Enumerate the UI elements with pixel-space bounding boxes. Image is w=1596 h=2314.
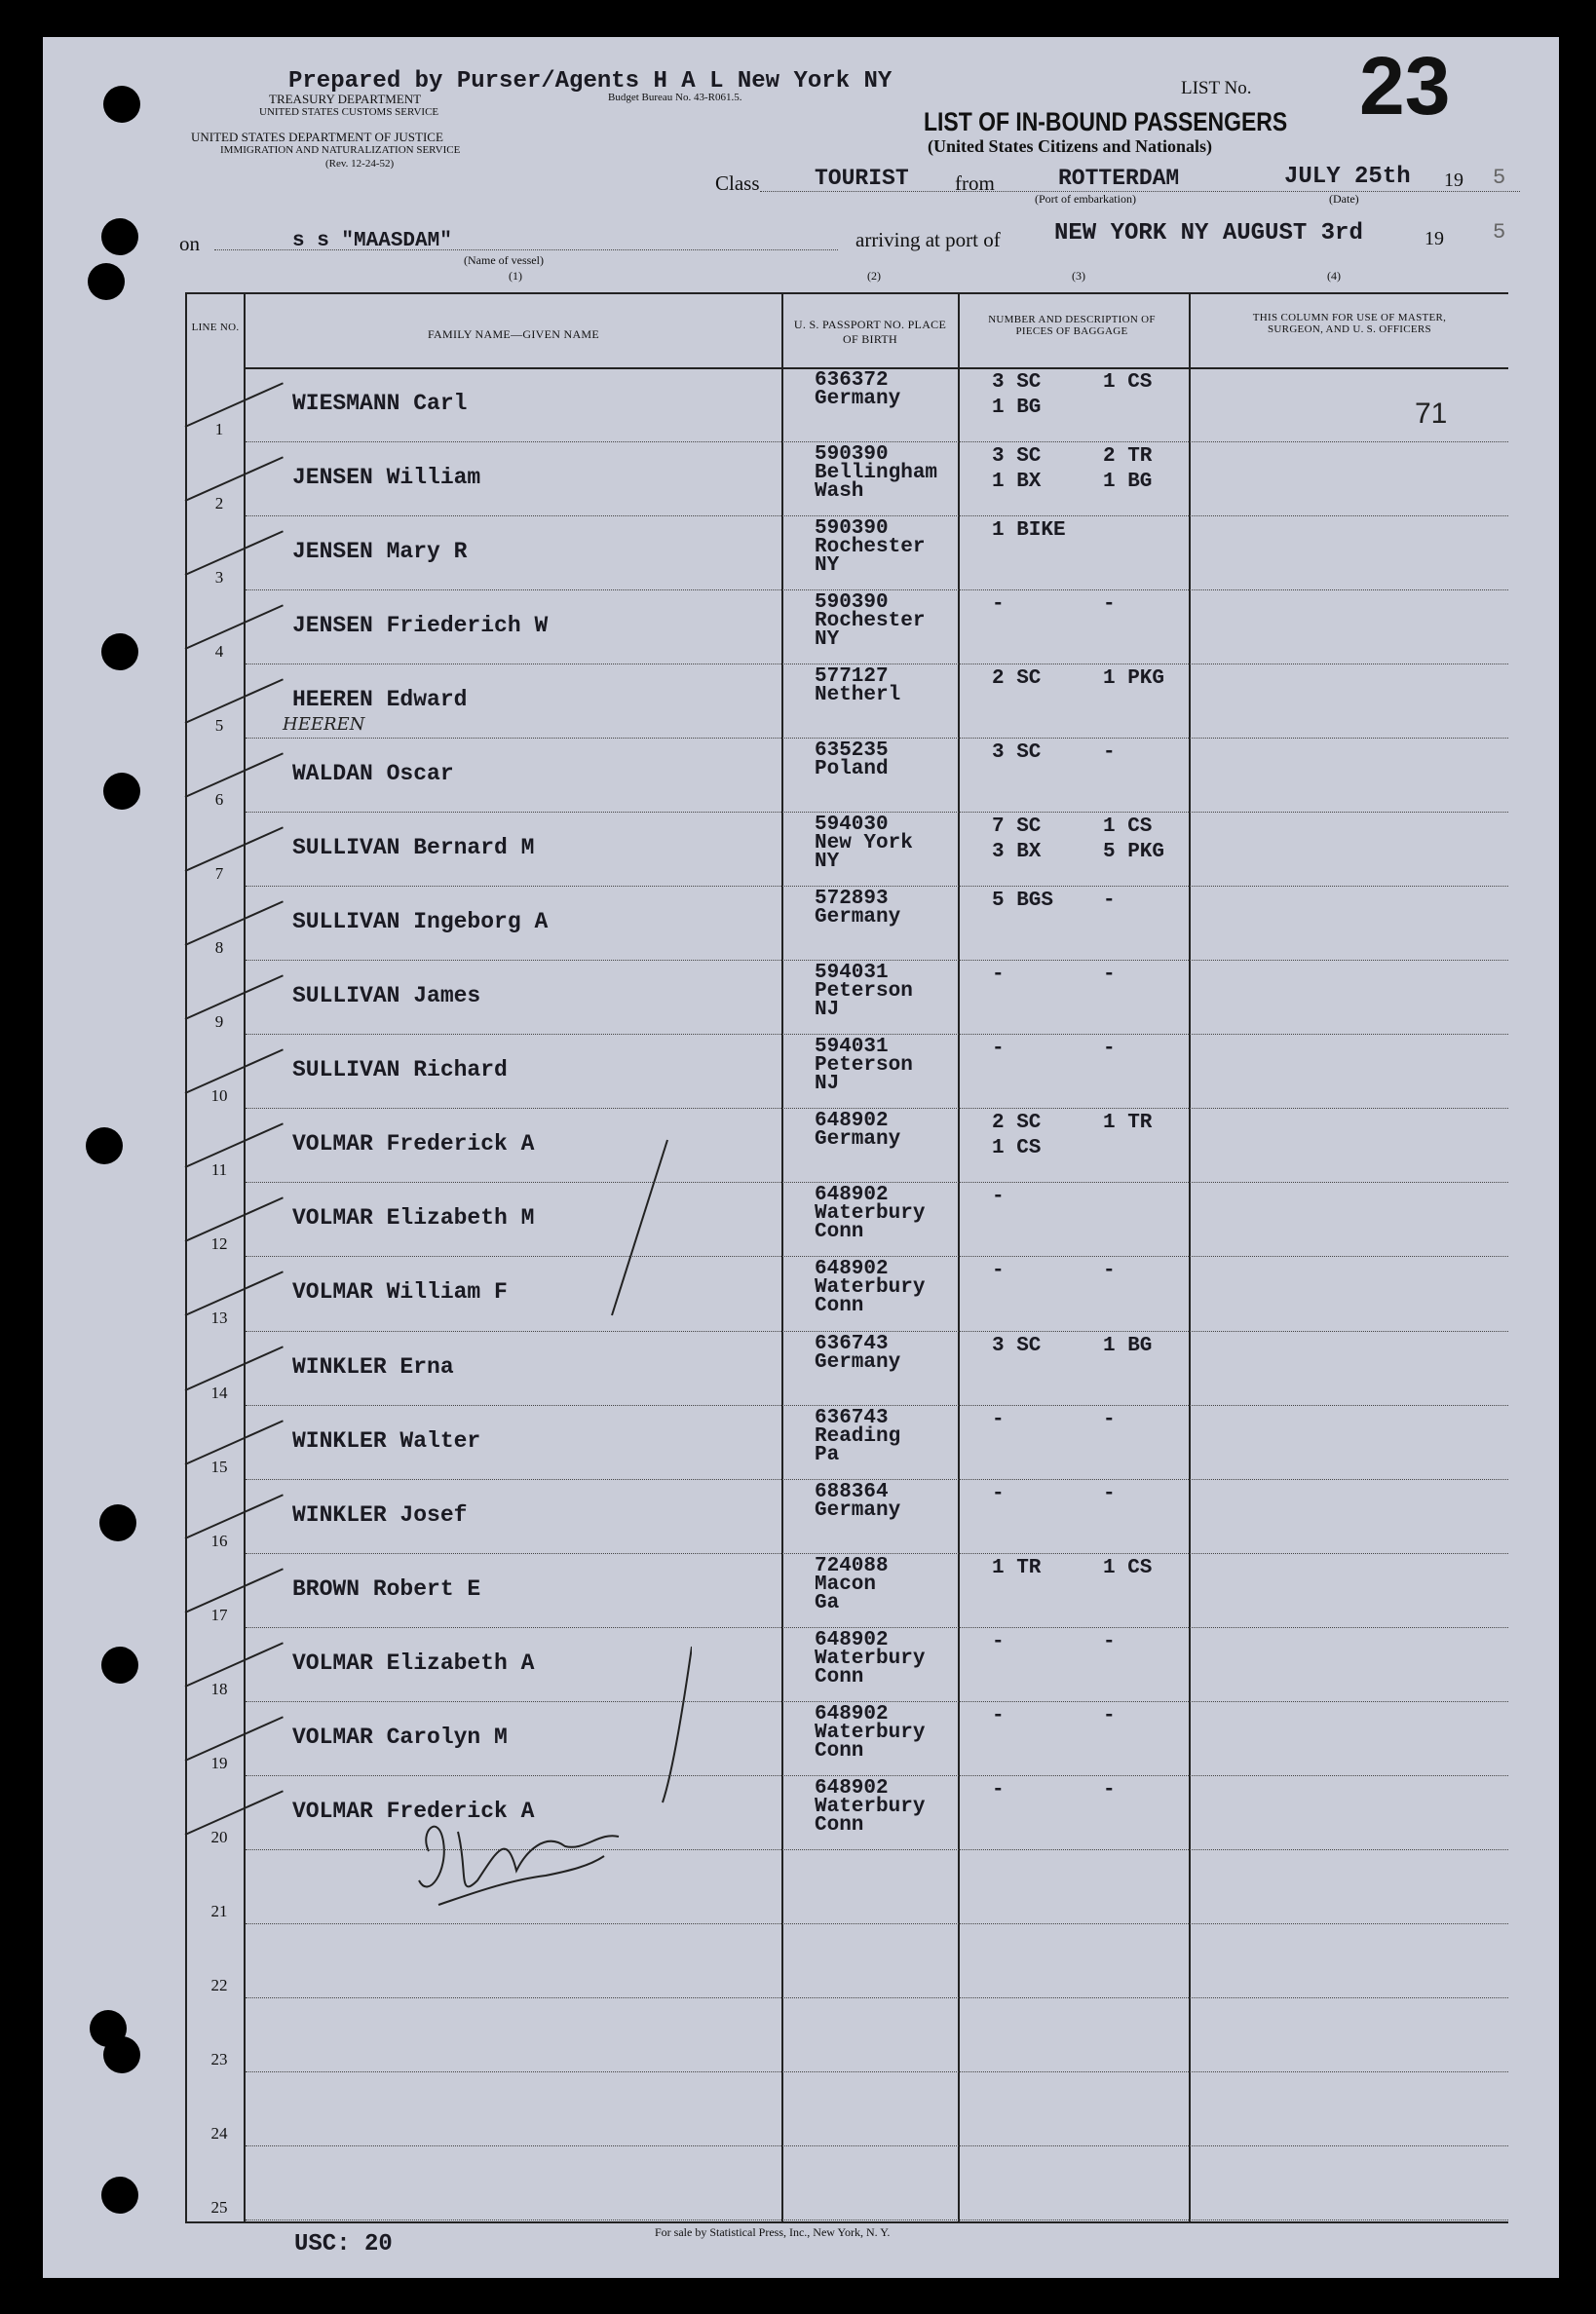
treasury-department: TREASURY DEPARTMENT xyxy=(269,92,422,106)
passenger-name: VOLMAR Carolyn M xyxy=(292,1724,508,1750)
place-of-birth-line2: Conn xyxy=(815,1665,864,1688)
passport-number: 590390 xyxy=(815,443,889,467)
baggage-item: 1 TR xyxy=(992,1556,1042,1579)
line-number: 11 xyxy=(210,1160,228,1180)
vessel-rule xyxy=(214,249,838,250)
officer-note: 71 xyxy=(1415,398,1448,430)
passenger-name: WINKLER Walter xyxy=(292,1427,481,1454)
baggage-item: 2 SC xyxy=(992,1112,1042,1135)
place-of-birth: Germany xyxy=(815,388,901,410)
line-number: 4 xyxy=(214,642,224,662)
year-prefix-2: 19 xyxy=(1425,228,1444,249)
row-rule xyxy=(246,960,1508,961)
place-of-birth: Rochester xyxy=(815,610,926,633)
line-number: 22 xyxy=(210,1975,228,1994)
line-number: 1 xyxy=(214,420,224,438)
passport-number: 590390 xyxy=(815,517,889,541)
passport-number: 648902 xyxy=(815,1258,889,1281)
baggage-item: 1 PKG xyxy=(1103,667,1165,691)
header-line-no: LINE NO. xyxy=(191,322,240,333)
row-rule xyxy=(246,738,1508,739)
baggage-item: 2 SC xyxy=(992,667,1042,691)
class-label: Class xyxy=(715,171,760,195)
list-number: 23 xyxy=(1359,40,1451,132)
line-number: 13 xyxy=(210,1309,228,1328)
baggage-item: 1 CS xyxy=(1103,816,1153,839)
line-number: 23 xyxy=(210,2049,228,2068)
line-number: 7 xyxy=(214,864,224,884)
line-number: 10 xyxy=(210,1086,228,1106)
baggage-item: - xyxy=(1103,1778,1116,1802)
passenger-name: BROWN Robert E xyxy=(292,1575,481,1602)
col-divider-line xyxy=(244,292,246,2223)
line-number: 9 xyxy=(214,1012,224,1032)
passenger-name: WALDAN Oscar xyxy=(292,761,454,787)
budget-bureau: Budget Bureau No. 43-R061.5. xyxy=(608,92,742,103)
baggage-item: - xyxy=(992,1186,1005,1209)
passenger-name: VOLMAR Frederick A xyxy=(292,1798,535,1824)
year-suffix-2: 5 xyxy=(1493,220,1506,245)
baggage-item: 5 PKG xyxy=(1103,841,1165,864)
place-of-birth-line2: NY xyxy=(815,851,840,874)
line-number: 18 xyxy=(210,1679,228,1698)
col-divider-name xyxy=(781,292,783,2223)
immigration-service: IMMIGRATION AND NATURALIZATION SERVICE xyxy=(220,144,461,156)
passport-number: 594031 xyxy=(815,1036,889,1059)
place-of-birth: Netherl xyxy=(815,684,901,707)
baggage-item: - xyxy=(1103,964,1116,987)
row-rule xyxy=(246,886,1508,887)
baggage-item: 1 BG xyxy=(992,397,1042,419)
table-top-rule xyxy=(185,292,1508,294)
baggage-item: 3 SC xyxy=(992,371,1042,394)
row-rule xyxy=(246,2145,1508,2146)
line-number: 2 xyxy=(214,494,224,513)
row-rule xyxy=(246,1108,1508,1109)
passport-number: 636372 xyxy=(815,369,889,392)
col-3-caption: (3) xyxy=(1072,269,1085,283)
departure-date: JULY 25th xyxy=(1284,164,1411,190)
place-of-birth-line2: Conn xyxy=(815,1813,864,1837)
punch-hole xyxy=(101,218,138,255)
place-of-birth-line2: Conn xyxy=(815,1221,864,1244)
baggage-item: 3 BX xyxy=(992,841,1042,864)
passenger-name: JENSEN William xyxy=(292,465,481,491)
port-caption: (Port of embarkation) xyxy=(1035,192,1136,206)
passport-number: 648902 xyxy=(815,1184,889,1207)
passenger-name: WINKLER Josef xyxy=(292,1501,468,1528)
line-number: 21 xyxy=(210,1901,228,1920)
place-of-birth-line2: Pa xyxy=(815,1443,840,1466)
passport-number: 636743 xyxy=(815,1406,889,1429)
prepared-by: Prepared by Purser/Agents H A L New York NY xyxy=(288,68,893,95)
class-value: TOURIST xyxy=(815,166,909,191)
baggage-item: - xyxy=(1103,1630,1116,1653)
place-of-birth: Germany xyxy=(815,1128,901,1152)
baggage-item: 7 SC xyxy=(992,816,1042,839)
year-suffix-1: 5 xyxy=(1493,166,1506,190)
baggage-item: 3 SC xyxy=(992,1334,1042,1357)
line-number: 16 xyxy=(210,1531,228,1550)
line-number: 20 xyxy=(210,1827,228,1846)
place-of-birth: Rochester xyxy=(815,536,926,559)
passenger-name: VOLMAR Frederick A xyxy=(292,1131,535,1157)
list-title: LIST OF IN-BOUND PASSENGERS xyxy=(924,107,1288,136)
row-rule xyxy=(246,1997,1508,1998)
place-of-birth-line2: Conn xyxy=(815,1739,864,1763)
arrival-port-date: NEW YORK NY AUGUST 3rd xyxy=(1054,220,1363,247)
baggage-item: - xyxy=(992,1778,1005,1802)
passenger-name: WINKLER Erna xyxy=(292,1353,454,1380)
col-1-caption: (1) xyxy=(509,269,522,283)
list-no-label: LIST No. xyxy=(1181,78,1252,98)
passenger-name: SULLIVAN James xyxy=(292,983,481,1009)
passenger-name: VOLMAR William F xyxy=(292,1279,508,1306)
baggage-item: 1 BX xyxy=(992,471,1042,494)
place-of-birth: Germany xyxy=(815,1350,901,1374)
baggage-item: - xyxy=(1103,593,1116,617)
handwritten-signature xyxy=(399,1130,692,1929)
baggage-item: 3 SC xyxy=(992,741,1042,765)
place-of-birth: Waterbury xyxy=(815,1795,926,1818)
baggage-item: 1 BG xyxy=(1103,1334,1153,1357)
line-number: 19 xyxy=(210,1753,228,1772)
place-of-birth: Waterbury xyxy=(815,1721,926,1744)
punch-hole xyxy=(101,1647,138,1684)
punch-hole xyxy=(101,633,138,670)
passenger-name: HEEREN Edward xyxy=(292,687,468,713)
baggage-item: 1 TR xyxy=(1103,1112,1153,1135)
place-of-birth: Reading xyxy=(815,1424,901,1448)
place-of-birth: Peterson xyxy=(815,980,913,1004)
port-of-embarkation: ROTTERDAM xyxy=(1058,166,1180,191)
passport-number: 724088 xyxy=(815,1554,889,1577)
baggage-item: 1 CS xyxy=(1103,1556,1153,1579)
line-number: 6 xyxy=(214,790,224,810)
line-number: 17 xyxy=(210,1605,228,1624)
baggage-item: - xyxy=(1103,890,1116,913)
baggage-item: - xyxy=(992,1408,1005,1431)
baggage-item: - xyxy=(992,1704,1005,1727)
on-label: on xyxy=(179,232,200,255)
passenger-name: VOLMAR Elizabeth A xyxy=(292,1650,535,1676)
row-rule xyxy=(246,589,1508,590)
baggage-item: - xyxy=(1103,741,1116,765)
place-of-birth-line2: Wash xyxy=(815,480,864,504)
place-of-birth-line2: Conn xyxy=(815,1295,864,1318)
heeren-correction: HEEREN xyxy=(283,714,365,735)
place-of-birth: Poland xyxy=(815,758,889,781)
place-of-birth-line2: NJ xyxy=(815,1073,840,1096)
baggage-item: 1 CS xyxy=(992,1137,1042,1160)
header-officers-use: THIS COLUMN FOR USE OF MASTER, SURGEON, AND U. S. OFFICERS xyxy=(1252,312,1447,335)
place-of-birth: Macon xyxy=(815,1573,877,1596)
line-number: 15 xyxy=(210,1457,228,1476)
row-rule xyxy=(246,812,1508,813)
place-of-birth: Bellingham xyxy=(815,462,938,485)
col-2-caption: (2) xyxy=(867,269,881,283)
baggage-item: - xyxy=(992,964,1005,987)
passenger-name: VOLMAR Elizabeth M xyxy=(292,1205,535,1232)
date-caption: (Date) xyxy=(1329,192,1359,206)
place-of-birth: Waterbury xyxy=(815,1647,926,1670)
place-of-birth-line2: NJ xyxy=(815,999,840,1022)
baggage-item: - xyxy=(1103,1408,1116,1431)
punch-hole xyxy=(99,1504,136,1541)
baggage-item: - xyxy=(992,1482,1005,1505)
year-prefix-1: 19 xyxy=(1444,170,1463,191)
list-subtitle: (United States Citizens and Nationals) xyxy=(928,136,1213,156)
line-number: 8 xyxy=(214,938,224,958)
header-baggage: NUMBER AND DESCRIPTION OF PIECES OF BAGGAGE xyxy=(988,314,1156,337)
baggage-item: 3 SC xyxy=(992,445,1042,469)
passport-number: 688364 xyxy=(815,1480,889,1503)
line-number: 3 xyxy=(214,568,224,588)
customs-service: UNITED STATES CUSTOMS SERVICE xyxy=(259,106,439,118)
baggage-item: - xyxy=(992,1038,1005,1061)
line-number: 12 xyxy=(210,1234,228,1254)
revision-date: (Rev. 12-24-52) xyxy=(325,158,395,170)
table-left-border xyxy=(185,292,187,2223)
place-of-birth: Waterbury xyxy=(815,1202,926,1226)
line-number: 24 xyxy=(210,2123,228,2143)
baggage-item: - xyxy=(992,593,1005,617)
passport-number: 648902 xyxy=(815,1776,889,1800)
place-of-birth: Peterson xyxy=(815,1054,913,1078)
header-family-name: FAMILY NAME—GIVEN NAME xyxy=(427,327,600,341)
place-of-birth: Waterbury xyxy=(815,1276,926,1300)
baggage-item: - xyxy=(992,1260,1005,1283)
vessel-caption: (Name of vessel) xyxy=(464,253,544,267)
header-passport: U. S. PASSPORT NO. PLACE OF BIRTH xyxy=(793,318,947,346)
baggage-item: - xyxy=(1103,1482,1116,1505)
punch-hole xyxy=(103,2036,140,2073)
manifest-page xyxy=(43,37,1559,2278)
passport-number: 572893 xyxy=(815,888,889,911)
place-of-birth: Germany xyxy=(815,1498,901,1522)
row-rule xyxy=(246,2219,1508,2220)
col-4-caption: (4) xyxy=(1327,269,1341,283)
baggage-item: 1 CS xyxy=(1103,371,1153,394)
row-rule xyxy=(246,2071,1508,2072)
baggage-item: 2 TR xyxy=(1103,445,1153,469)
department-of-justice: UNITED STATES DEPARTMENT OF JUSTICE xyxy=(191,130,443,144)
baggage-item: - xyxy=(1103,1260,1116,1283)
baggage-item: - xyxy=(1103,1038,1116,1061)
usc-count: USC: 20 xyxy=(294,2231,393,2257)
from-label: from xyxy=(955,171,995,195)
passenger-name: WIESMANN Carl xyxy=(292,391,468,416)
place-of-birth-line2: NY xyxy=(815,628,840,652)
passenger-name: JENSEN Friederich W xyxy=(292,613,549,639)
line-number: 5 xyxy=(214,716,224,736)
baggage-item: 1 BG xyxy=(1103,471,1153,494)
row-rule xyxy=(246,515,1508,516)
passenger-name: SULLIVAN Richard xyxy=(292,1057,508,1083)
baggage-item: - xyxy=(992,1630,1005,1653)
place-of-birth-line2: NY xyxy=(815,554,840,578)
passport-number: 636743 xyxy=(815,1332,889,1355)
place-of-birth-line2: Ga xyxy=(815,1591,840,1614)
punch-hole xyxy=(103,86,140,123)
punch-hole xyxy=(86,1127,123,1164)
passport-number: 594030 xyxy=(815,814,889,837)
passenger-name: SULLIVAN Bernard M xyxy=(292,835,535,861)
passenger-name: SULLIVAN Ingeborg A xyxy=(292,909,549,935)
line-number: 25 xyxy=(210,2197,228,2217)
passport-number: 594031 xyxy=(815,962,889,985)
passport-number: 577127 xyxy=(815,665,889,689)
punch-hole xyxy=(88,263,125,300)
place-of-birth: Germany xyxy=(815,906,901,929)
passenger-name: JENSEN Mary R xyxy=(292,539,468,565)
vessel-name: s s "MAASDAM" xyxy=(292,230,452,252)
col-divider-baggage xyxy=(1189,292,1191,2223)
table-bottom-rule xyxy=(185,2221,1508,2223)
baggage-item: 1 BIKE xyxy=(992,519,1066,543)
row-rule xyxy=(246,1034,1508,1035)
passport-number: 635235 xyxy=(815,740,889,763)
row-rule xyxy=(246,441,1508,442)
arriving-label: arriving at port of xyxy=(855,228,1001,251)
class-rule xyxy=(760,191,1520,192)
baggage-item: - xyxy=(1103,1704,1116,1727)
punch-hole xyxy=(103,773,140,810)
passport-number: 648902 xyxy=(815,1628,889,1651)
col-divider-passport xyxy=(958,292,960,2223)
line-number: 14 xyxy=(210,1383,228,1402)
punch-hole xyxy=(101,2177,138,2214)
passport-number: 648902 xyxy=(815,1110,889,1133)
footer-printer: For sale by Statistical Press, Inc., New York, N. Y. xyxy=(655,2225,891,2239)
passport-number: 648902 xyxy=(815,1702,889,1726)
passport-number: 590390 xyxy=(815,591,889,615)
baggage-item: 5 BGS xyxy=(992,890,1054,913)
place-of-birth: New York xyxy=(815,832,913,855)
